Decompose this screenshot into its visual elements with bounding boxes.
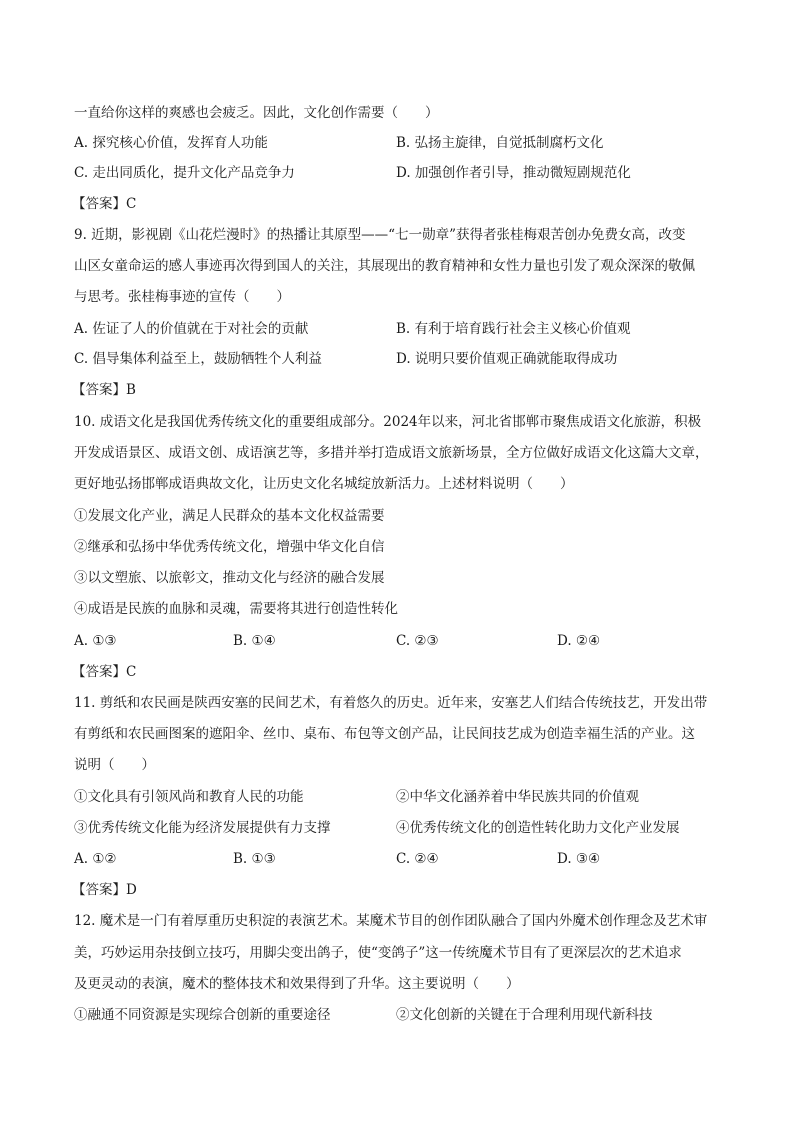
q9-stem-line-2: 山区女童命运的感人事迹再次得到国人的关注，其展现出的教育精神和女性力量也引发了观众深深的敬佩 bbox=[74, 258, 695, 274]
q10-stem-line-3: 更好地弘扬邯郸成语典故文化，让历史文化名城绽放新活力。上述材料说明（ ） bbox=[74, 476, 574, 492]
q10-statement-4: ④成语是民族的血脉和灵魂，需要将其进行创造性转化 bbox=[74, 601, 398, 617]
q12-stem-line-3: 及更灵动的表演，魔术的整体技术和效果得到了升华。这主要说明（ ） bbox=[74, 976, 520, 992]
q11-stem-line-3: 说明（ ） bbox=[74, 757, 155, 773]
q10-statement-1: ①发展文化产业，满足人民群众的基本文化权益需要 bbox=[74, 508, 385, 524]
q9-stem-line-1: 9. 近期，影视剧《山花烂漫时》的热播让其原型——“七一勋章”获得者张桂梅艰苦创办免费女高，改变 bbox=[74, 227, 686, 243]
q9-option-b: B. 有利于培育践行社会主义核心价值观 bbox=[396, 321, 631, 337]
q8-option-d: D. 加强创作者引导，推动微短剧规范化 bbox=[396, 165, 631, 181]
q8-stem-tail: 一直给你这样的爽感也会疲乏。因此，文化创作需要（ ） bbox=[74, 105, 439, 121]
q12-stem-line-2: 美，巧妙运用杂技倒立技巧，用脚尖变出鸽子，使“变鸽子”这一传统魔术节目有了更深层次的艺术追求 bbox=[74, 945, 682, 961]
q10-option-a: A. ①③ bbox=[74, 633, 117, 649]
q10-option-c: C. ②③ bbox=[396, 633, 439, 649]
q10-stem-line-1: 10. 成语文化是我国优秀传统文化的重要组成部分。2024年以来，河北省邯郸市聚焦成语文化旅游，积极 bbox=[74, 414, 702, 430]
q12-stem-line-1: 12. 魔术是一门有着厚重历史积淀的表演艺术。某魔术节目的创作团队融合了国内外魔术创作理念及艺术审 bbox=[74, 913, 708, 929]
q11-statement-2: ②中华文化涵养着中华民族共同的价值观 bbox=[396, 789, 639, 805]
q11-option-b: B. ①③ bbox=[233, 851, 276, 867]
q11-statement-1: ①文化具有引领风尚和教育人民的功能 bbox=[74, 789, 304, 805]
q8-option-a: A. 探究核心价值，发挥育人功能 bbox=[74, 135, 268, 151]
q11-option-c: C. ②④ bbox=[396, 851, 439, 867]
q10-statement-3: ③以文塑旅、以旅彰文，推动文化与经济的融合发展 bbox=[74, 570, 385, 586]
q11-stem-line-1: 11. 剪纸和农民画是陕西安塞的民间艺术，有着悠久的历史。近年来，安塞艺人们结合传统技艺，开发出带 bbox=[74, 695, 708, 711]
q10-option-d: D. ②④ bbox=[557, 633, 601, 649]
q11-stem-line-2: 有剪纸和农民画图案的遮阳伞、丝巾、桌布、布包等文创产品，让民间技艺成为创造幸福生活的产业。这 bbox=[74, 726, 695, 742]
q11-answer: 【答案】D bbox=[72, 882, 137, 898]
q12-statement-2: ②文化创新的关键在于合理利用现代新科技 bbox=[396, 1007, 653, 1023]
q9-option-a: A. 佐证了人的价值就在于对社会的贡献 bbox=[74, 321, 309, 337]
q11-option-d: D. ③④ bbox=[557, 851, 601, 867]
q9-option-c: C. 倡导集体利益至上，鼓励牺牲个人利益 bbox=[74, 351, 322, 367]
q10-option-b: B. ①④ bbox=[233, 633, 276, 649]
q10-stem-line-2: 开发成语景区、成语文创、成语演艺等，多措并举打造成语文旅新场景，全方位做好成语文化这篇大文章， bbox=[74, 445, 709, 461]
q11-statement-3: ③优秀传统文化能为经济发展提供有力支撑 bbox=[74, 820, 331, 836]
q12-statement-1: ①融通不同资源是实现综合创新的重要途径 bbox=[74, 1007, 331, 1023]
q8-option-c: C. 走出同质化，提升文化产品竞争力 bbox=[74, 165, 295, 181]
q10-statement-2: ②继承和弘扬中华优秀传统文化，增强中华文化自信 bbox=[74, 539, 385, 555]
q10-answer: 【答案】C bbox=[72, 664, 137, 680]
q11-statement-4: ④优秀传统文化的创造性转化助力文化产业发展 bbox=[396, 820, 680, 836]
q8-option-b: B. 弘扬主旋律，自觉抵制腐朽文化 bbox=[396, 135, 604, 151]
q9-answer: 【答案】B bbox=[72, 382, 136, 398]
q9-stem-line-3: 与思考。张桂梅事迹的宣传（ ） bbox=[74, 289, 290, 305]
q8-answer: 【答案】C bbox=[72, 196, 137, 212]
q11-option-a: A. ①② bbox=[74, 851, 117, 867]
q9-option-d: D. 说明只要价值观正确就能取得成功 bbox=[396, 351, 618, 367]
